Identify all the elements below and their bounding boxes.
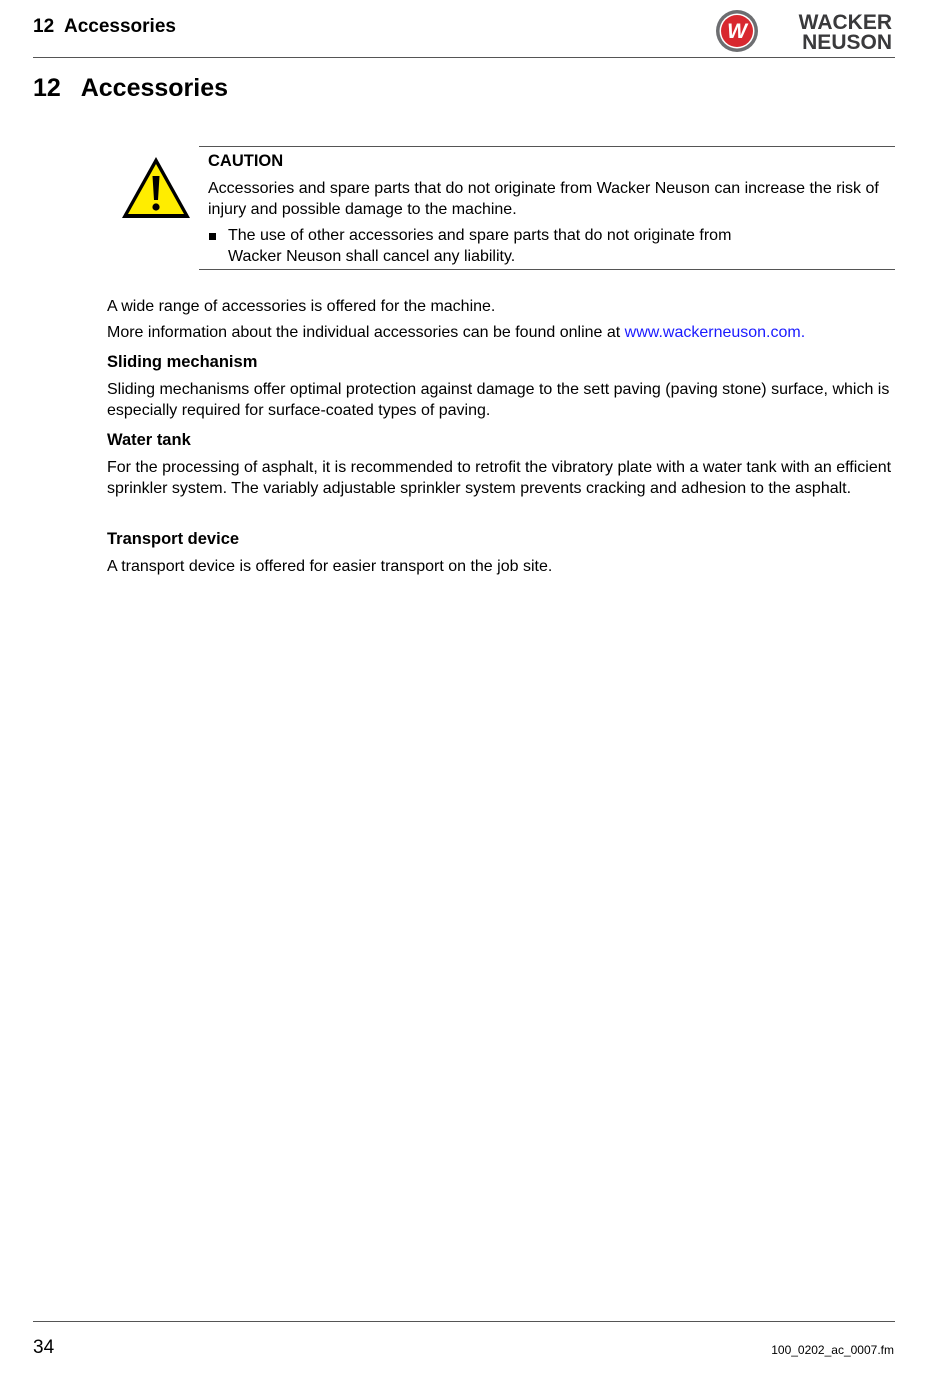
more-info-text: More information about the individual accessories can be found online at bbox=[107, 324, 625, 341]
section-text-sliding-mechanism: Sliding mechanisms offer optimal protection against damage to the sett paving (paving stone) surface, which is especially required for surface-coated types of paving. bbox=[107, 381, 890, 419]
caution-heading: CAUTION bbox=[208, 152, 284, 170]
caution-box bbox=[199, 146, 895, 270]
logo-mark: W bbox=[727, 20, 747, 43]
warning-triangle-icon bbox=[119, 154, 193, 222]
file-name: 100_0202_ac_0007.fm bbox=[771, 1343, 894, 1357]
section-heading-sliding-mechanism: Sliding mechanism bbox=[107, 353, 258, 371]
footer-divider bbox=[33, 1321, 895, 1322]
intro-line: A wide range of accessories is offered for the machine. bbox=[107, 298, 496, 315]
section-heading-water-tank: Water tank bbox=[107, 431, 191, 449]
more-info-line bbox=[107, 322, 897, 343]
section-text-water-tank: For the processing of asphalt, it is recommended to retrofit the vibratory plate with a water tank with an efficient sprinkler system. The variably adjustable sprinkler system prevents cracking and adhesion to the asphalt. bbox=[107, 459, 892, 497]
section-heading-transport-device: Transport device bbox=[107, 530, 240, 548]
header-divider bbox=[33, 57, 895, 58]
logo-text-line1: WACKER bbox=[798, 11, 892, 34]
website-link[interactable]: www.wackerneuson.com. bbox=[624, 324, 806, 341]
page-number: 34 bbox=[33, 1337, 55, 1358]
caution-text: Accessories and spare parts that do not originate from Wacker Neuson can increase the risk of injury and possible damage to the machine. bbox=[208, 180, 879, 218]
chapter-title: 12 Accessories bbox=[33, 74, 229, 102]
caution-bullet-text: The use of other accessories and spare parts that do not originate from Wacker Neuson shall cancel any liability. bbox=[228, 227, 732, 265]
section-text-transport-device: A transport device is offered for easier transport on the job site. bbox=[107, 558, 553, 575]
running-header-title: 12 Accessories bbox=[33, 16, 176, 37]
logo-text-line2: NEUSON bbox=[802, 31, 892, 54]
wacker-neuson-logo bbox=[714, 8, 894, 54]
bullet-square-icon bbox=[209, 233, 216, 240]
